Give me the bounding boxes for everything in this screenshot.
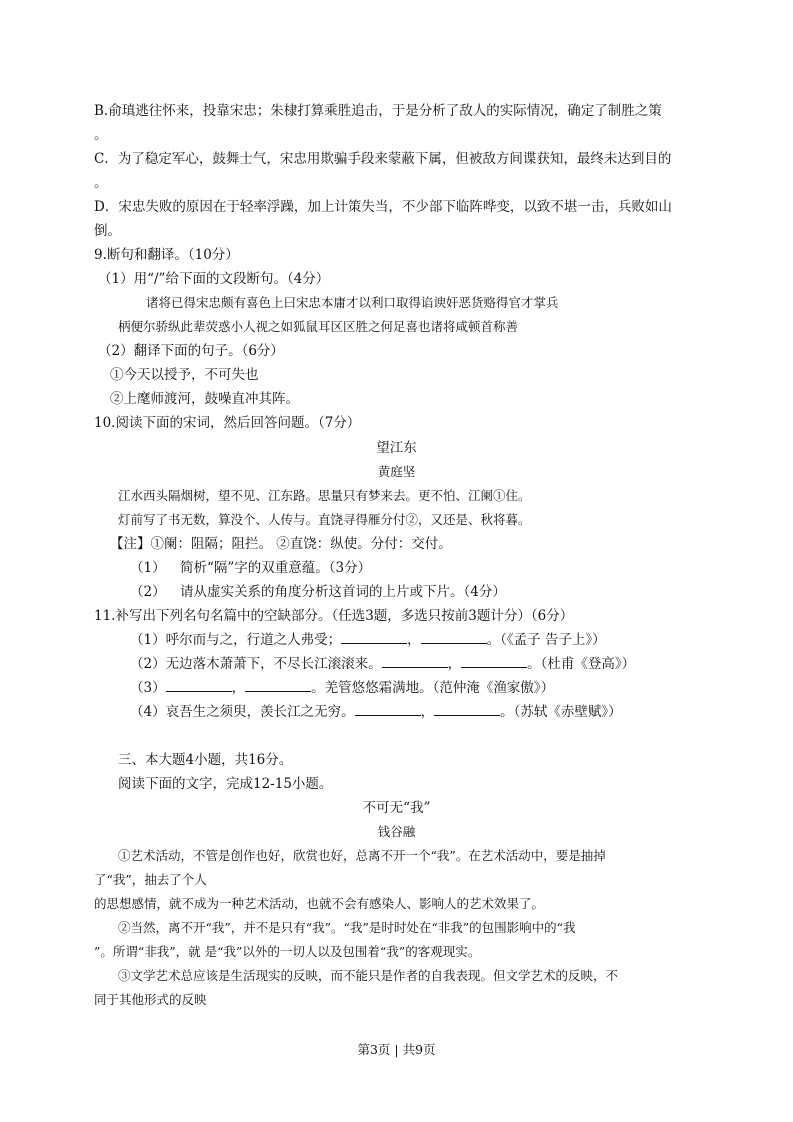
option-d-line2: 倒。 [94,223,121,239]
q11-item2-text: （2）无边落木萧萧下，不尽长江滚滚来。 [130,656,382,672]
q11-item2 [130,655,635,673]
article-title: 不可无“我” [362,800,431,816]
answer-blank[interactable] [166,679,232,692]
q11-item4-comma: ， [420,704,435,720]
q11-item4-text: （4）哀吾生之须臾，羡长江之无穷。 [130,704,355,720]
q11-item1-text: （1）呼尔而与之，行道之人弗受； [130,632,342,648]
page-footer: 第3页 | 共9页 [357,1042,436,1057]
q9-title: 9.断句和翻译。（10分） [94,247,239,263]
option-b-line2: 。 [94,127,108,143]
q10-a-num: （1） [130,560,166,576]
q11-item3 [130,679,554,697]
poem-line1: 江水西头隔烟树，望不见、江东路。思量只有梦来去。更不怕、江阑①住。 [118,488,531,503]
answer-blank[interactable] [382,655,448,668]
q9-sentence2: ②上麾师渡河，鼓噪直冲其阵。 [110,391,299,407]
q11-item3-text: （3） [130,680,166,696]
answer-blank[interactable] [341,631,407,644]
section3-intro: 阅读下面的文字，完成12-15小题。 [118,776,333,792]
q10-title: 10.阅读下面的宋词，然后回答问题。（7分） [94,415,361,431]
article-p2-line2: ”。所谓“非我”，就 是“我”以外的一切人以及包围着“我”的客观现实。 [94,944,481,959]
article-p3-line2: 同于其他形式的反映 [94,992,207,1007]
poem-title: 望江东 [376,440,417,456]
article-author: 钱谷融 [377,824,416,839]
q9-sub1: （1）用“/”给下面的文段断句。（4分） [98,271,330,287]
article-p1-line3: 的思想感情，就不成为一种艺术活动，也就不会有感染人、影响人的艺术效果了。 [94,896,545,911]
article-p1-line2: 了“我”，抽去了个人 [94,872,207,887]
q11-title: 11.补写出下列名句名篇中的空缺部分。（任选3题，多选只按前3题计分）（6分） [94,608,574,624]
article-p3-line1: ③文学艺术总应该是生活现实的反映，而不能只是作者的自我表现。但文学艺术的反映，不 [118,968,619,983]
q11-item3-source: 。羌管悠悠霜满地。（范仲淹《渔家傲》） [311,680,555,696]
answer-blank[interactable] [421,631,487,644]
q11-item1 [130,631,606,649]
answer-blank[interactable] [245,679,311,692]
q11-item1-source: 。（《孟子 告子上》） [486,632,606,648]
q10-a: 简析“隔”字的双重意蕴。（3分） [180,560,372,576]
answer-blank[interactable] [434,703,500,716]
q10-b-num: （2） [130,584,166,600]
article-p1-line1: ①艺术活动，不管是创作也好，欣赏也好，总离不开一个“我”。在艺术活动中，要是抽掉 [118,848,606,863]
q9-sub2: （2）翻译下面的句子。（6分） [98,343,284,359]
q11-item4-source: 。（苏轼《赤壁赋》） [500,704,622,720]
q9-passage-line1: 诸将已得宋忠颇有喜色上曰宋忠本庸才以利口取得谄谀奸恶货赂得官才掌兵 [146,295,559,310]
answer-blank[interactable] [355,703,421,716]
option-b-line1: B.俞瑱逃往怀来，投靠宋忠；朱棣打算乘胜追击，于是分析了敌人的实际情况，确定了制胜之策 [94,103,662,119]
q10-b: 请从虚实关系的角度分析这首词的上片或下片。（4分） [180,584,506,600]
q11-item4 [130,703,622,721]
q9-sentence1: ①今天以授予，不可失也 [110,367,259,383]
article-p2-line1: ②当然，离不开“我”，并不是只有“我”。“我”是时时处在“非我”的包围影响中的“我 [118,920,576,935]
poem-note: 【注】①阑：阻隔；阻拦。 ②直饶：纵使。分付：交付。 [110,536,452,552]
poem-line2: 灯前写了书无数，算没个、人传与。直饶寻得雁分付②，又还是、秋将暮。 [118,512,531,527]
q11-item2-source: 。（杜甫《登高》） [527,656,636,672]
q11-item2-comma: ， [447,656,462,672]
poem-author: 黄庭坚 [377,464,416,479]
q11-item3-comma: ， [231,680,246,696]
option-c-line1: C．为了稳定军心，鼓舞士气，宋忠用欺骗手段来蒙蔽下属，但被敌方间谍获知，最终未达到目的 [94,151,672,167]
section3-title: 三、本大题4小题，共16分。 [118,752,293,768]
option-c-line2: 。 [94,175,108,191]
option-d-line1: D．宋忠失败的原因在于轻率浮躁，加上计策失当，不少部下临阵哗变，以致不堪一击，兵败如山 [94,199,672,215]
q11-item1-comma: ， [407,632,421,648]
q9-passage-line2: 柄便尔骄纵此辈荧惑小人视之如狐鼠耳区区胜之何足喜也诸将咸顿首称善 [118,319,519,334]
answer-blank[interactable] [461,655,527,668]
